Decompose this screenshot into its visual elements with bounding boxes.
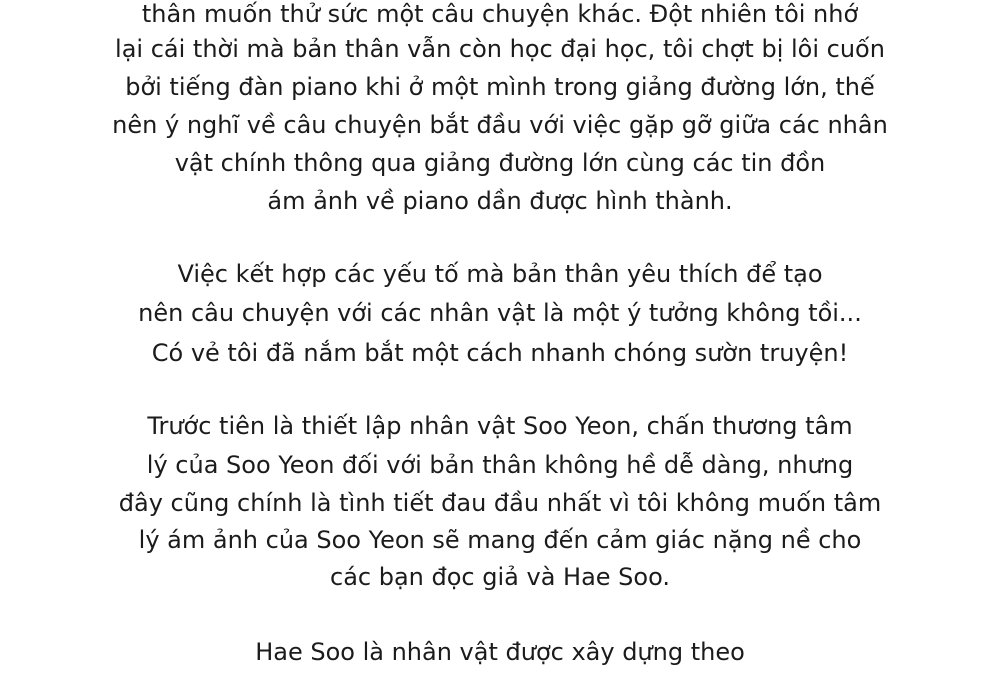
text-line: Có vẻ tôi đã nắm bắt một cách nhanh chóng sườn truyện! bbox=[151, 339, 849, 367]
text-line: lý của Soo Yeon đối với bản thân không hề dễ dàng, nhưng bbox=[146, 451, 854, 479]
text-line: lại cái thời mà bản thân vẫn còn học đại học, tôi chợt bị lôi cuốn bbox=[115, 35, 885, 63]
text-line: ám ảnh về piano dần được hình thành. bbox=[267, 187, 733, 215]
text-line: Hae Soo là nhân vật được xây dựng theo bbox=[255, 638, 745, 666]
text-line: đây cũng chính là tình tiết đau đầu nhất vì tôi không muốn tâm bbox=[118, 489, 882, 517]
text-line: bởi tiếng đàn piano khi ở một mình trong giảng đường lớn, thế bbox=[125, 73, 875, 101]
text-line: vật chính thông qua giảng đường lớn cùng các tin đồn bbox=[174, 149, 826, 177]
text-line: các bạn đọc giả và Hae Soo. bbox=[330, 563, 670, 591]
text-line: nên ý nghĩ về câu chuyện bắt đầu với việc gặp gỡ giữa các nhân bbox=[112, 111, 888, 139]
text-line: thân muốn thử sức một câu chuyện khác. Đột nhiên tôi nhớ bbox=[141, 0, 859, 28]
text-line: Trước tiên là thiết lập nhân vật Soo Yeon, chấn thương tâm bbox=[147, 412, 853, 440]
text-line: lý ám ảnh của Soo Yeon sẽ mang đến cảm giác nặng nề cho bbox=[138, 526, 862, 554]
text-line: Việc kết hợp các yếu tố mà bản thân yêu thích để tạo bbox=[177, 260, 823, 288]
text-line: nên câu chuyện với các nhân vật là một ý tưởng không tồi... bbox=[138, 299, 862, 327]
